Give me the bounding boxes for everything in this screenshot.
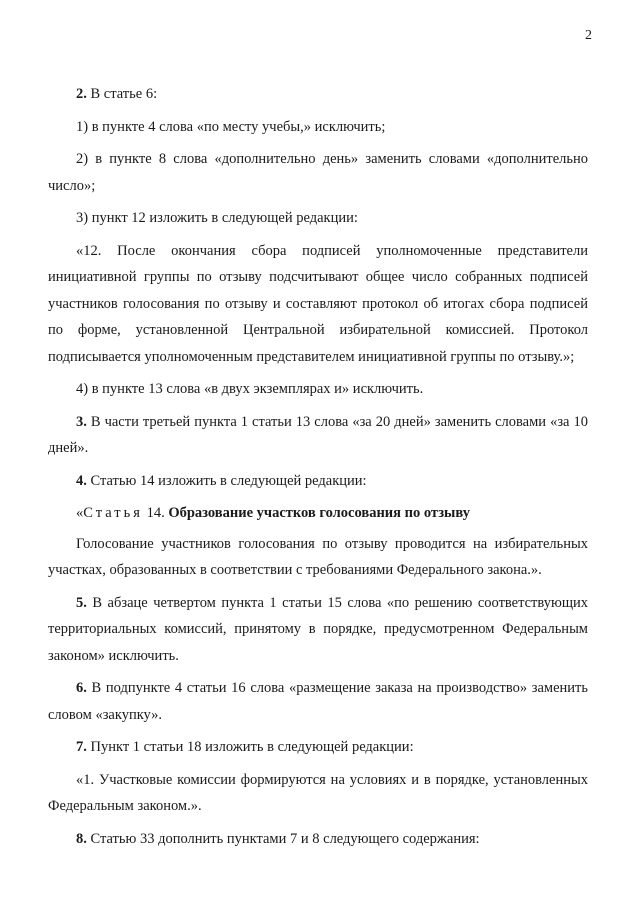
article-14-heading	[48, 500, 588, 527]
item-number: 3.	[76, 413, 87, 430]
paragraph-item-2-3: 3) пункт 12 изложить в следующей редакции:	[76, 210, 358, 226]
paragraph-item-7	[48, 734, 588, 761]
paragraph-item-7-quote: «1. Участковые комиссии формируются на условиях и в порядке, установленных Федеральным законом.».	[48, 771, 588, 814]
paragraph-item-4	[48, 468, 588, 495]
item-text: В подпункте 4 статьи 16 слова «размещение заказа на производство» заменить словом «закупку».	[48, 680, 588, 723]
item-number: 4.	[76, 472, 87, 489]
item-number: 8.	[76, 830, 87, 847]
document-body	[48, 81, 588, 852]
paragraph-item-2-4: 4) в пункте 13 слова «в двух экземплярах и» исключить.	[76, 381, 424, 397]
item-text: В части третьей пункта 1 статьи 13 слова «за 20 дней» заменить словами «за 10 дней».	[48, 413, 588, 456]
item-text: Пункт 1 статьи 18 изложить в следующей редакции:	[86, 739, 414, 755]
item-number: 2.	[76, 86, 87, 102]
page-number: 2	[585, 28, 592, 43]
paragraph-item-3	[48, 409, 588, 462]
item-number: 6.	[76, 680, 87, 696]
item-text: Статью 33 дополнить пунктами 7 и 8 следующего содержания:	[86, 830, 480, 847]
paragraph-item-4-body: Голосование участников голосования по отзыву проводится на избирательных участках, образованных в соответствии с требованиями Федерального закона.».	[48, 535, 588, 578]
heading-article-word: Статья	[83, 505, 143, 521]
heading-quote-open: «	[76, 505, 84, 521]
paragraph-item-2-1: 1) в пункте 4 слова «по месту учебы,» исключить;	[76, 118, 386, 135]
item-number: 7.	[76, 739, 87, 755]
item-text: В статье 6:	[86, 86, 158, 102]
heading-article-number: 14.	[142, 505, 169, 521]
paragraph-item-2	[48, 81, 588, 108]
paragraph-item-2-3-quote: «12. После окончания сбора подписей уполномоченные представители инициативной группы по отзыву подсчитывают общее число собранных подписей участников голосования по отзыву и составляют протокол об итогах сбора подписей по форме, установленной Центральной избирательной комиссией. Протокол подписывается уполномоченным представителем инициативной группы по отзыву.»;	[48, 242, 588, 365]
paragraph-item-8	[48, 826, 588, 853]
paragraph-item-5	[48, 590, 588, 670]
heading-article-title: Образование участков голосования по отзыву	[168, 505, 470, 521]
paragraph-item-2-2: 2) в пункте 8 слова «дополнительно день» заменить словами «дополнительно число»;	[48, 151, 588, 194]
paragraph-item-6	[48, 675, 588, 728]
item-text: Статью 14 изложить в следующей редакции:	[86, 472, 367, 489]
item-number: 5.	[76, 594, 87, 611]
item-text: В абзаце четвертом пункта 1 статьи 15 слова «по решению соответствующих территориальных комиссий, принятому в порядке, предусмотренном Федеральным законом» исключить.	[48, 594, 588, 664]
